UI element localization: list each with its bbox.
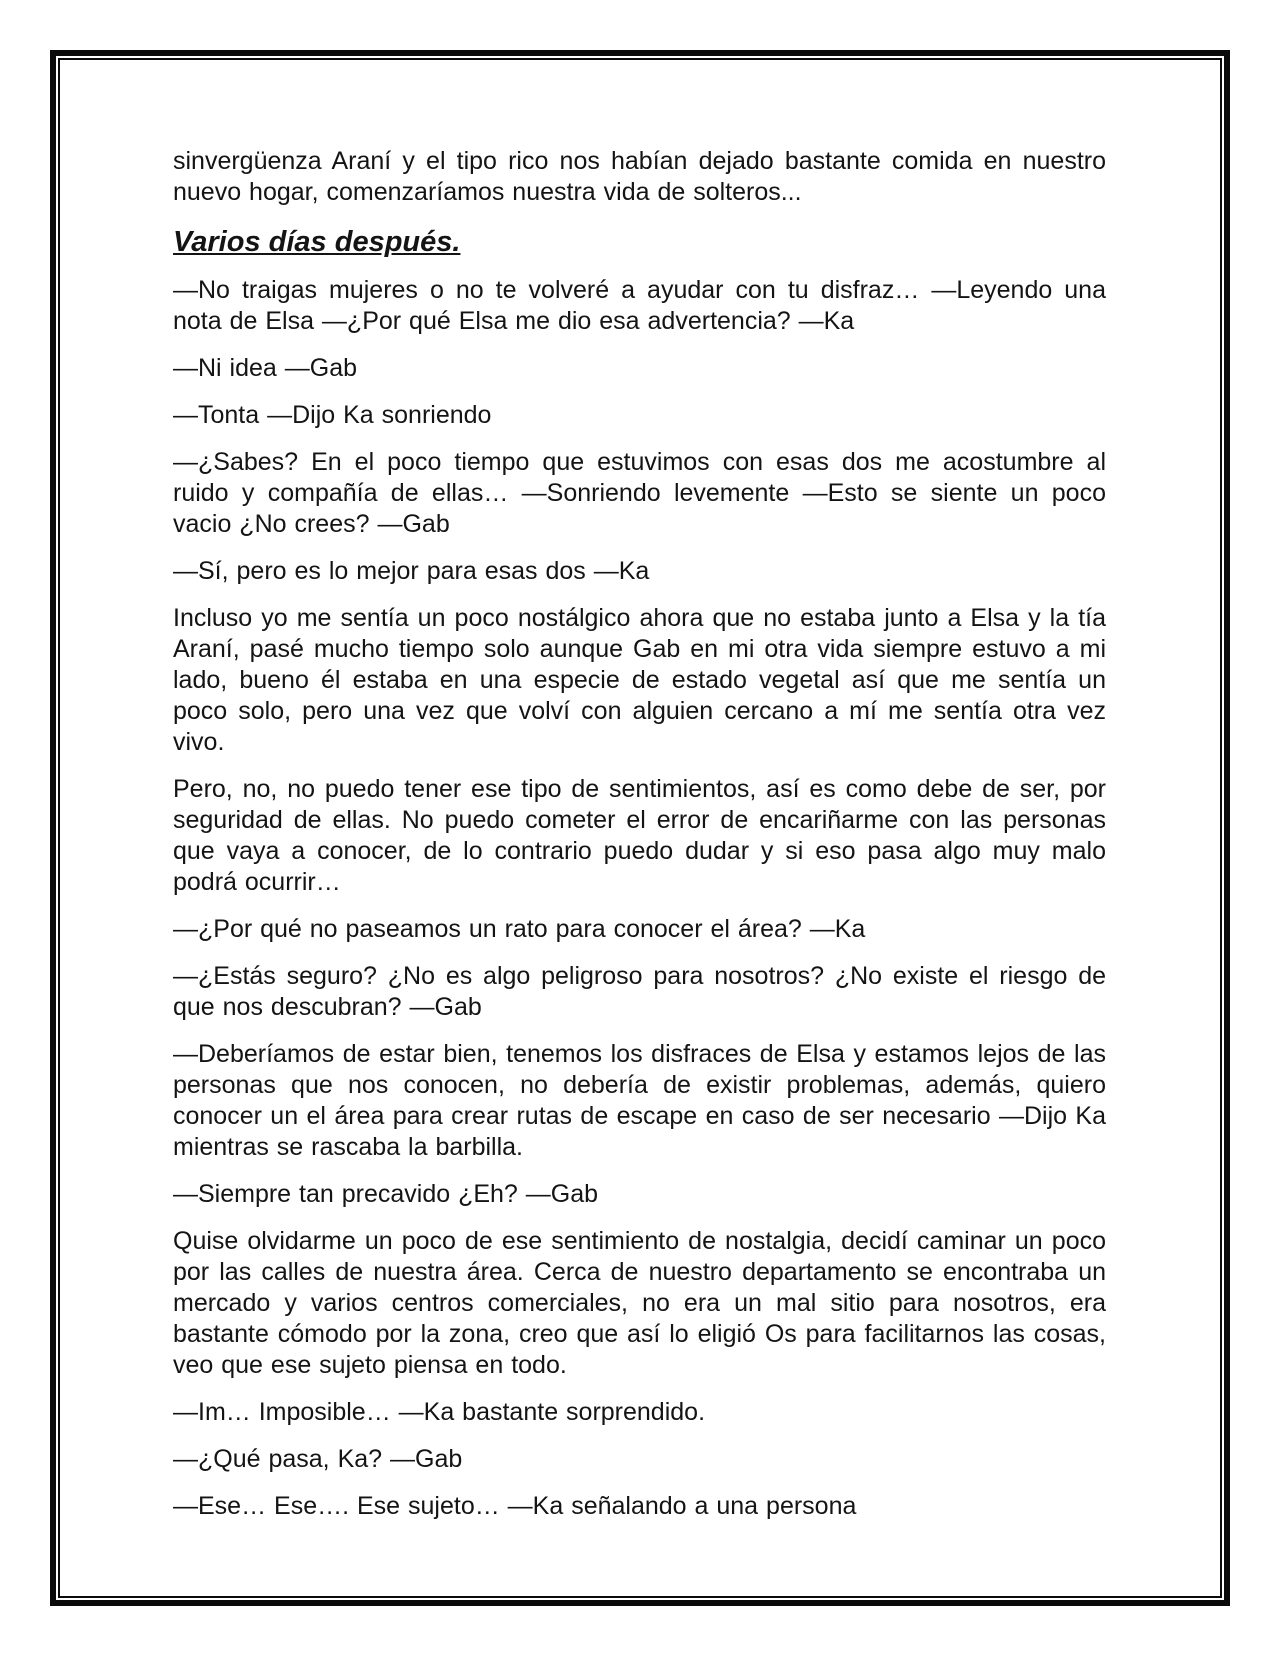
paragraph: Quise olvidarme un poco de ese sentimiento de nostalgia, decidí caminar un poco por las calles de nuestra área. Cerca de nuestro departamento se encontraba un mercado y varios centros comerciales, no era un mal sitio para nosotros, era bastante cómodo por la zona, creo que así lo eligió Os para facilitarnos las cosas, veo que ese sujeto piensa en todo. [173, 1227, 1106, 1379]
paragraph: —Deberíamos de estar bien, tenemos los disfraces de Elsa y estamos lejos de las personas que nos conocen, no debería de existir problemas, además, quiero conocer un el área para crear rutas de escape en caso de ser necesario —Dijo Ka mientras se rascaba la barbilla. [173, 1040, 1106, 1161]
section-heading: Varios días después. [173, 226, 461, 258]
paragraph: Pero, no, no puedo tener ese tipo de sentimientos, así es como debe de ser, por seguridad de ellas. No puedo cometer el error de encariñarme con las personas que vaya a conocer, de lo contrario puedo dudar y si eso pasa algo muy malo podrá ocurrir… [173, 775, 1106, 896]
paragraph: Incluso yo me sentía un poco nostálgico ahora que no estaba junto a Elsa y la tía Araní, pasé mucho tiempo solo aunque Gab en mi otra vida siempre estuvo a mi lado, bueno él estaba en una especie de estado vegetal así que me sentía un poco solo, pero una vez que volví con alguien cercano a mí me sentía otra vez vivo. [173, 604, 1106, 756]
paragraph: —Sí, pero es lo mejor para esas dos —Ka [173, 557, 650, 585]
paragraph: —No traigas mujeres o no te volveré a ayudar con tu disfraz… —Leyendo una nota de Elsa —¿Por qué Elsa me dio esa advertencia? —Ka [173, 276, 1106, 335]
paragraph: sinvergüenza Araní y el tipo rico nos habían dejado bastante comida en nuestro nuevo hogar, comenzaríamos nuestra vida de solteros... [173, 147, 1106, 206]
paragraph: —¿Por qué no paseamos un rato para conocer el área? —Ka [173, 915, 866, 943]
paragraph: —¿Qué pasa, Ka? —Gab [173, 1445, 463, 1473]
paragraph: —Tonta —Dijo Ka sonriendo [173, 401, 492, 429]
paragraph: —Im… Imposible… —Ka bastante sorprendido. [173, 1398, 706, 1426]
document-content [173, 146, 1106, 1538]
paragraph: —Siempre tan precavido ¿Eh? —Gab [173, 1180, 599, 1208]
paragraph: —¿Sabes? En el poco tiempo que estuvimos con esas dos me acostumbre al ruido y compañía de ellas… —Sonriendo levemente —Esto se siente un poco vacio ¿No crees? —Gab [173, 448, 1106, 538]
paragraph: —Ese… Ese…. Ese sujeto… —Ka señalando a una persona [173, 1492, 857, 1520]
paragraph: —Ni idea —Gab [173, 354, 358, 382]
paragraph: —¿Estás seguro? ¿No es algo peligroso para nosotros? ¿No existe el riesgo de que nos descubran? —Gab [173, 962, 1106, 1021]
